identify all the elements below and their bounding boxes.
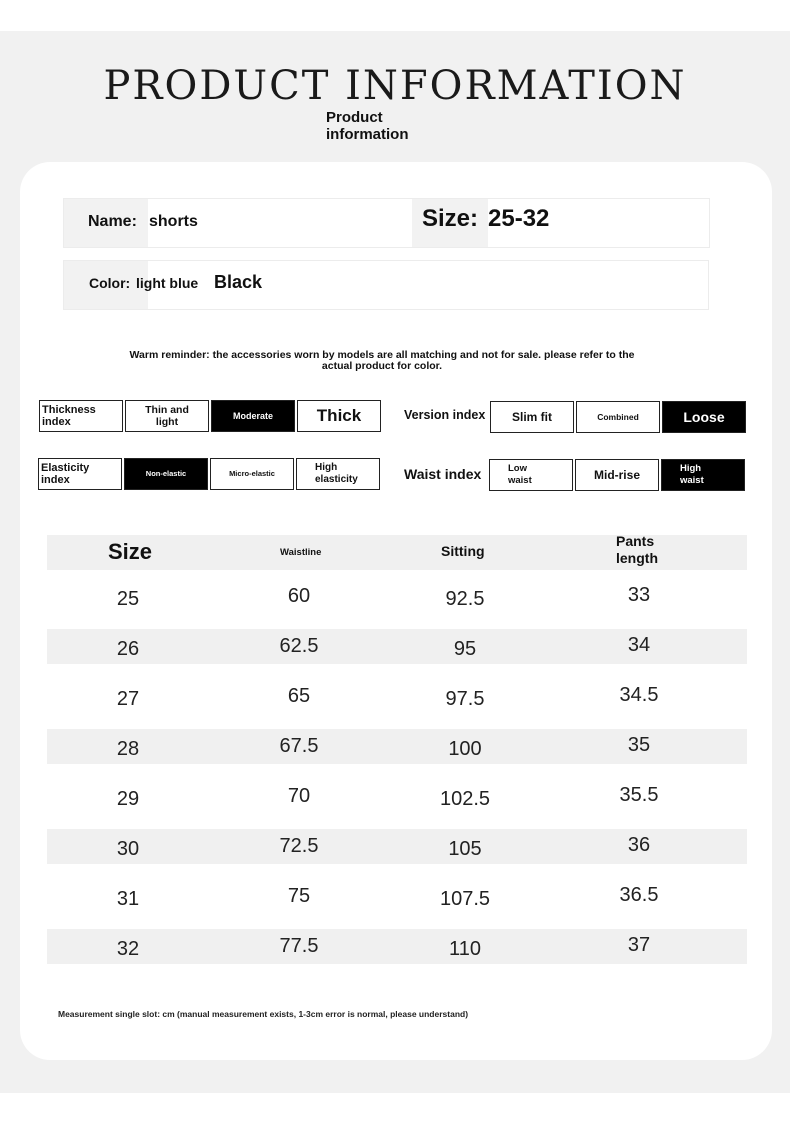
pants-length-cell: 36.5 xyxy=(619,884,659,906)
waistline-cell: 77.5 xyxy=(279,935,319,957)
pants-length-cell: 34 xyxy=(627,634,651,656)
version-option-loose: Loose xyxy=(662,401,746,433)
color-label: Color: xyxy=(89,275,131,291)
waistline-cell: 65 xyxy=(287,685,311,707)
table-row xyxy=(47,679,747,714)
elasticity-option-micro-elastic: Micro-elastic xyxy=(210,458,294,490)
size-cell: 25 xyxy=(116,588,140,610)
waistline-cell: 67.5 xyxy=(279,735,319,757)
table-row xyxy=(47,829,747,864)
measurement-footnote: Measurement single slot: cm (manual measurement exists, 1-3cm error is normal, please understand) xyxy=(58,1009,469,1019)
header-waistline: Waistline xyxy=(280,547,322,558)
pants-length-cell: 35 xyxy=(627,734,651,756)
waistline-cell: 75 xyxy=(287,885,311,907)
waistline-cell: 70 xyxy=(287,785,311,807)
waistline-cell: 60 xyxy=(287,585,311,607)
sitting-cell: 95 xyxy=(453,638,477,660)
size-cell: 29 xyxy=(116,788,140,810)
sitting-cell: 110 xyxy=(449,938,481,960)
pants-length-cell: 33 xyxy=(627,584,651,606)
header-pants-length xyxy=(616,533,658,567)
reminder-line-2: actual product for color. xyxy=(321,360,443,372)
table-row xyxy=(47,729,747,764)
sitting-cell: 107.5 xyxy=(439,888,491,910)
waist-option-mid-rise: Mid-rise xyxy=(575,459,659,491)
thickness-option-thin: Thin and light xyxy=(125,400,209,432)
elasticity-option-high-elasticity: High elasticity xyxy=(296,458,380,490)
size-value: 25-32 xyxy=(488,205,550,232)
version-option-combined: Combined xyxy=(576,401,660,433)
size-cell: 27 xyxy=(116,688,140,710)
header-pants-length-line-1: Pants xyxy=(616,533,655,549)
waist-option-high: High waist xyxy=(661,459,745,491)
name-label: Name: xyxy=(88,213,137,230)
version-option-slim-fit: Slim fit xyxy=(490,401,574,433)
sitting-cell: 105 xyxy=(448,838,482,860)
table-header-row xyxy=(47,535,747,570)
size-cell: 31 xyxy=(116,888,140,910)
version-index-label: Version index xyxy=(404,408,486,422)
pants-length-cell: 36 xyxy=(627,834,651,856)
thickness-label-line-1: Thickness xyxy=(42,404,96,416)
header-sitting: Sitting xyxy=(441,543,485,559)
table-row xyxy=(47,779,747,814)
thickness-option-moderate: Moderate xyxy=(211,400,295,432)
elasticity-option-non-elastic: Non-elastic xyxy=(124,458,208,490)
waistline-cell: 62.5 xyxy=(279,635,319,657)
pants-length-cell: 34.5 xyxy=(619,684,659,706)
table-row xyxy=(47,579,747,614)
pants-length-cell: 37 xyxy=(627,934,651,956)
color-value-light-blue: light blue xyxy=(136,275,199,291)
subtitle-line-2: information xyxy=(326,126,409,143)
color-row xyxy=(63,260,709,310)
name-size-row xyxy=(63,198,710,248)
color-value-black: Black xyxy=(214,272,263,292)
waist-option-low: Low waist xyxy=(489,459,573,491)
name-value: shorts xyxy=(149,213,198,230)
waist-index-label: Waist index xyxy=(404,466,482,482)
reminder-line-1: Warm reminder: the accessories worn by models are all matching and not for sale. please refer to the xyxy=(129,349,635,361)
sitting-cell: 97.5 xyxy=(445,688,485,710)
page-subtitle xyxy=(326,109,526,143)
table-row xyxy=(47,929,747,964)
table-row xyxy=(47,629,747,664)
sitting-cell: 92.5 xyxy=(445,588,485,610)
subtitle-line-1: Product xyxy=(326,109,383,126)
waistline-cell: 72.5 xyxy=(279,835,319,857)
size-cell: 28 xyxy=(116,738,140,760)
header-pants-length-line-2: length xyxy=(616,550,658,566)
size-cell: 26 xyxy=(116,638,140,660)
elasticity-index-label: Elasticity index xyxy=(38,458,122,490)
header-size: Size xyxy=(108,539,153,564)
page-title: PRODUCT INFORMATION xyxy=(103,63,687,109)
sitting-cell: 102.5 xyxy=(439,788,491,810)
size-cell: 30 xyxy=(116,838,140,860)
table-row xyxy=(47,879,747,914)
size-label: Size: xyxy=(422,205,479,232)
sitting-cell: 100 xyxy=(448,738,482,760)
warm-reminder xyxy=(96,350,668,372)
thickness-label-line-2: index xyxy=(42,416,71,428)
size-cell: 32 xyxy=(116,938,140,960)
pants-length-cell: 35.5 xyxy=(619,784,659,806)
thickness-option-thick: Thick xyxy=(297,400,381,432)
thickness-index-label xyxy=(39,400,123,432)
